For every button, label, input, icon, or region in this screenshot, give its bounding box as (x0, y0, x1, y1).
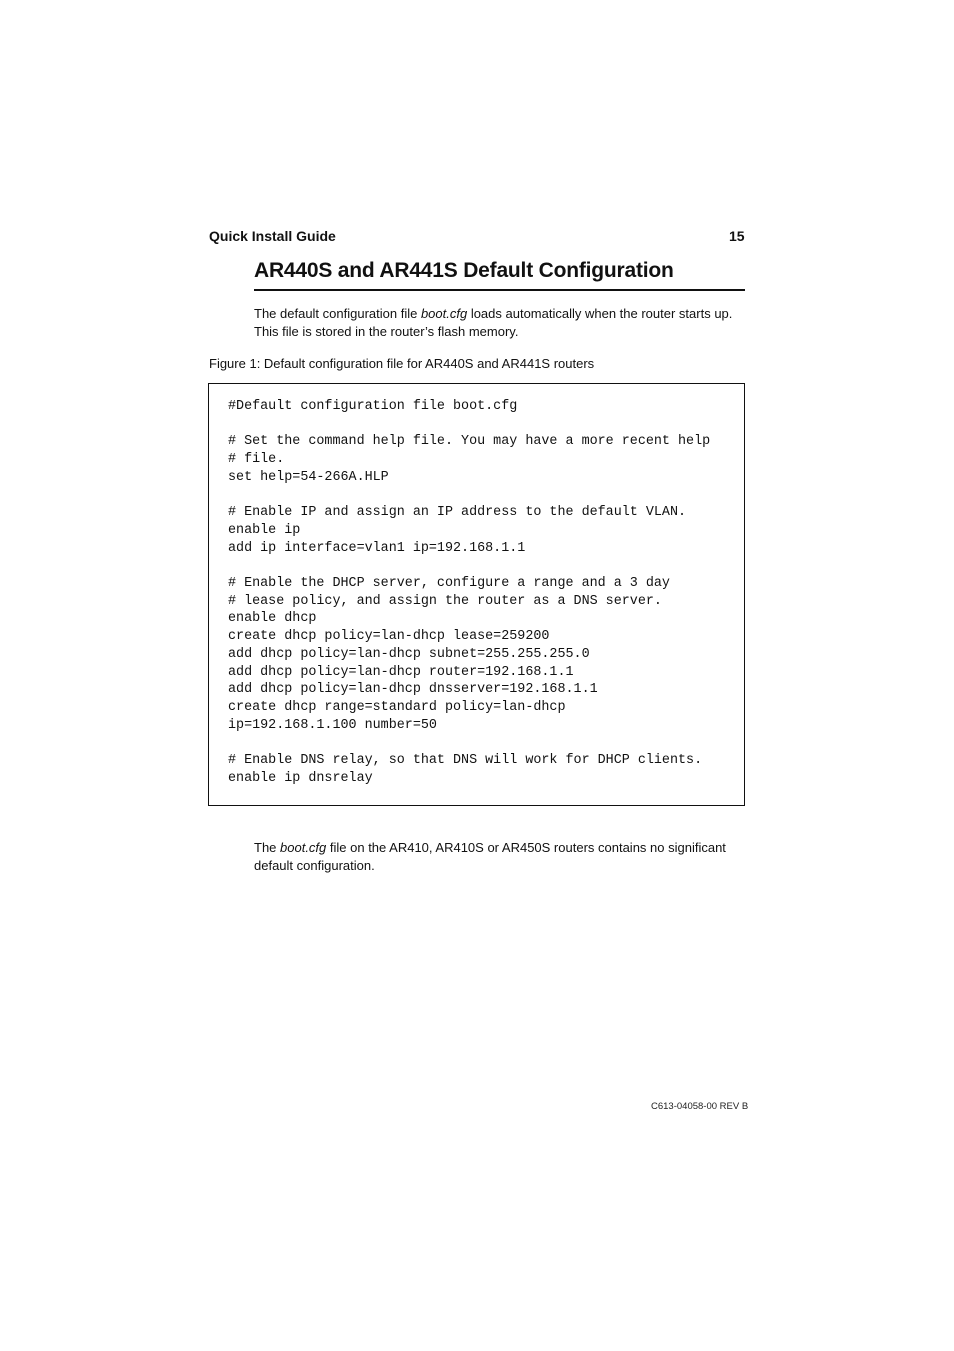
code-line: enable ip (228, 522, 301, 538)
running-header-title: Quick Install Guide (209, 228, 336, 244)
heading-underline-divider (254, 289, 745, 291)
code-line: # lease policy, and assign the router as a DNS server. (228, 593, 662, 609)
code-line: add dhcp policy=lan-dhcp dnsserver=192.168.1.1 (228, 682, 598, 698)
note-text-after: file on the AR410, AR410S or AR450S routers contains no significant default configuration. (254, 840, 726, 873)
code-line (228, 734, 710, 752)
code-line: #Default configuration file boot.cfg (228, 399, 518, 414)
code-line: ip=192.168.1.100 number=50 (228, 717, 437, 733)
figure-caption: Figure 1: Default configuration file for AR440S and AR441S routers (209, 356, 595, 371)
code-line: set help=54-266A.HLP (228, 469, 389, 485)
intro-text-before: The default configuration file (254, 306, 421, 321)
code-line: add dhcp policy=lan-dhcp router=192.168.1.1 (228, 664, 574, 680)
code-line: create dhcp policy=lan-dhcp lease=259200 (228, 629, 550, 645)
note-text-before: The (254, 840, 281, 855)
code-line: # Enable the DHCP server, configure a range and a 3 day (228, 576, 670, 592)
code-line (228, 557, 710, 575)
code-line: # Enable DNS relay, so that DNS will work for DHCP clients. (228, 753, 703, 769)
section-heading: AR440S and AR441S Default Configuration (254, 259, 674, 282)
code-listing (228, 398, 710, 787)
note-paragraph (254, 839, 749, 875)
code-line: create dhcp range=standard policy=lan-dhcp (228, 699, 566, 715)
document-revision-code: C613-04058-00 REV B (651, 1101, 749, 1112)
code-line (228, 487, 710, 505)
code-line: enable dhcp (228, 611, 317, 627)
intro-filename: boot.cfg (420, 306, 468, 321)
code-line: add ip interface=vlan1 ip=192.168.1.1 (228, 540, 526, 556)
intro-paragraph (254, 305, 749, 341)
intro-text-after: loads automatically when the router starts up. This file is stored in the router’s flash memory. (254, 306, 733, 339)
note-filename: boot.cfg (280, 840, 327, 855)
code-line: add dhcp policy=lan-dhcp subnet=255.255.255.0 (228, 646, 590, 662)
code-line: # file. (228, 452, 285, 468)
code-line: # Set the command help file. You may have a more recent help (228, 434, 711, 450)
code-line: # Enable IP and assign an IP address to the default VLAN. (228, 505, 687, 521)
code-line (228, 416, 710, 434)
page-number: 15 (729, 228, 745, 244)
code-line: enable ip dnsrelay (228, 770, 373, 786)
